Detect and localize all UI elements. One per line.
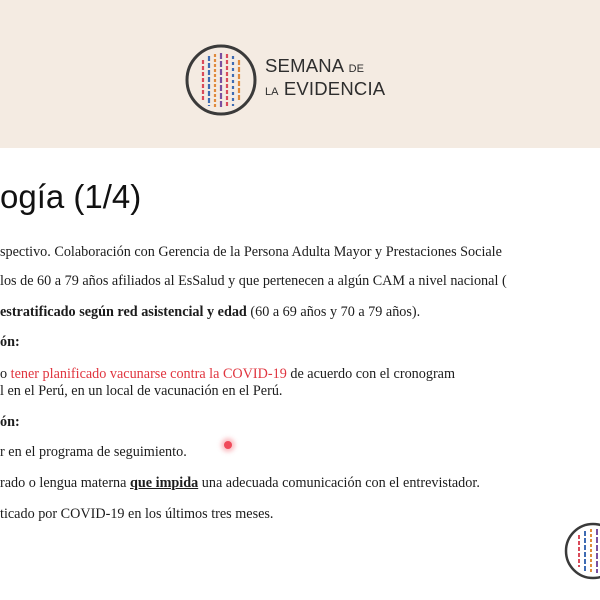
inclusion-post: de acuerdo con el cronogram [286, 366, 455, 382]
inclusion-heading: ón: [0, 334, 20, 350]
inclusion-line-2: l en el Perú, en un local de vacunación en el Perú. [0, 383, 283, 399]
exclusion-line-2 [0, 475, 480, 492]
slide-title: ogía (1/4) [0, 178, 142, 215]
exclusion-heading: ón: [0, 414, 20, 430]
brand-de: DE [348, 63, 364, 75]
inclusion-line [0, 366, 455, 383]
sampling-rest: (60 a 69 años y 70 a 79 años). [246, 304, 421, 320]
inclusion-highlight: tener planificado vacunarse contra la COVID-19 [10, 366, 287, 382]
header-banner [0, 0, 600, 148]
brand-semana: SEMANA [265, 55, 344, 76]
exclusion-line-1: r en el programa de seguimiento. [0, 444, 187, 460]
population-line: los de 60 a 79 años afiliados al EsSalud y que pertenecen a algún CAM a nivel nacional ( [0, 273, 507, 289]
sampling-line [0, 304, 420, 321]
exclusion-underline: que impida [130, 475, 199, 491]
brand-text [265, 56, 385, 102]
brand-la: LA [265, 86, 279, 98]
corner-logo-icon [563, 521, 600, 581]
brand-evidencia: EVIDENCIA [283, 78, 386, 99]
inclusion-pre: o [0, 366, 11, 382]
laser-pointer-icon [224, 441, 232, 449]
exclusion-pre: rado o lengua materna [0, 475, 130, 491]
sampling-bold: estratificado según red asistencial y edad [0, 304, 247, 320]
semana-evidencia-logo-icon [183, 42, 259, 118]
exclusion-line-3: ticado por COVID-19 en los últimos tres meses. [0, 506, 274, 522]
design-line: spectivo. Colaboración con Gerencia de la Persona Adulta Mayor y Prestaciones Sociale [0, 244, 502, 260]
exclusion-post: una adecuada comunicación con el entrevistador. [198, 475, 480, 491]
